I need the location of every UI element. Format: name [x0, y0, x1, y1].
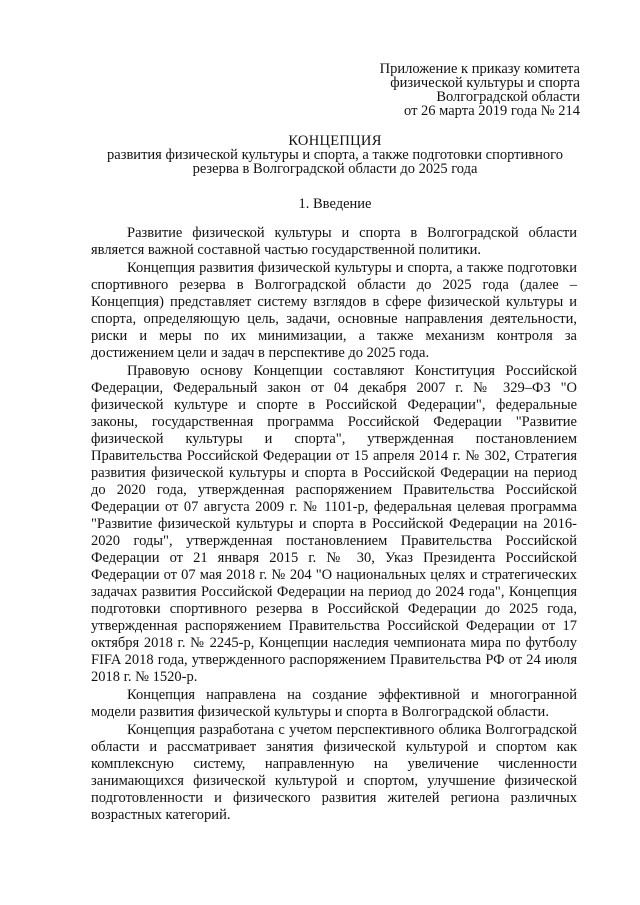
appendix-line-2: физической культуры и спорта	[390, 75, 580, 91]
appendix-line-4: от 26 марта 2019 года № 214	[404, 103, 580, 119]
title-line-2: развития физической культуры и спорта, а также подготовки спортивного	[107, 147, 563, 163]
paragraph: Концепция разработана с учетом перспективного облика Волгоградской области и рассматривает занятия физической культурой и спортом как комплексную систему, направленную на увеличение численности занимающихся физической культурой и спортом, улучшение физической подготовленности и физического развития жителей региона различных возрастных категорий.	[91, 722, 577, 823]
paragraph: Развитие физической культуры и спорта в Волгоградской области является важной составной частью государственной политики.	[91, 225, 577, 258]
paragraph: Правовую основу Концепции составляют Конституция Российской Федерации, Федеральный закон от 04 декабря 2007 г. № 329–ФЗ "О физической культуре и спорте в Российской Федерации", федеральные законы, государственная программа Российской Федерации "Развитие физической культуры и спорта", утвержденная постановлением Правительства Российской Федерации от 15 апреля 2014 г. № 302, Стратегия развития физической культуры и спорта в Российской Федерации на период до 2020 года, утвержденная распоряжением Правительства Российской Федерации от 07 августа 2009 г. № 1101-р, федеральная целевая программа "Развитие физической культуры и спорта в Российской Федерации на 2016-2020 годы", утвержденная постановлением Правительства Российской Федерации от 21 января 2015 г. № 30, Указ Президента Российской Федерации от 07 мая 2018 г. № 204 "О национальных целях и стратегических задачах развития Российской Федерации на период до 2024 года", Концепция подготовки спортивного резерва в Российской Федерации до 2025 года, утвержденная распоряжением Правительства Российской Федерации от 17 октября 2018 г. № 2245-р, Концепции наследия чемпионата мира по футболу FIFA 2018 года, утвержденного распоряжением Правительства РФ от 24 июля 2018 г. № 1520-р.	[91, 363, 577, 685]
appendix-line-1: Приложение к приказу комитета	[379, 61, 580, 77]
document-title	[60, 134, 610, 176]
paragraph: Концепция направлена на создание эффективной и многогранной модели развития физической культуры и спорта в Волгоградской области.	[91, 687, 577, 720]
paragraph: Концепция развития физической культуры и спорта, а также подготовки спортивного резерва в Волгоградской области до 2025 года (далее – Концепция) представляет систему взглядов в сфере физической культуры и спорта, определяющую цель, задачи, основные направления деятельности, риски и меры по их минимизации, а также механизм контроля за достижением цели и задач в перспективе до 2025 года.	[91, 260, 577, 361]
title-line-1: КОНЦЕПЦИЯ	[288, 133, 382, 149]
appendix-note	[330, 62, 580, 118]
appendix-line-3: Волгоградской области	[436, 89, 580, 105]
title-line-3: резерва в Волгоградской области до 2025 года	[192, 161, 478, 177]
body-text	[91, 225, 577, 825]
section-heading: 1. Введение	[298, 196, 372, 212]
